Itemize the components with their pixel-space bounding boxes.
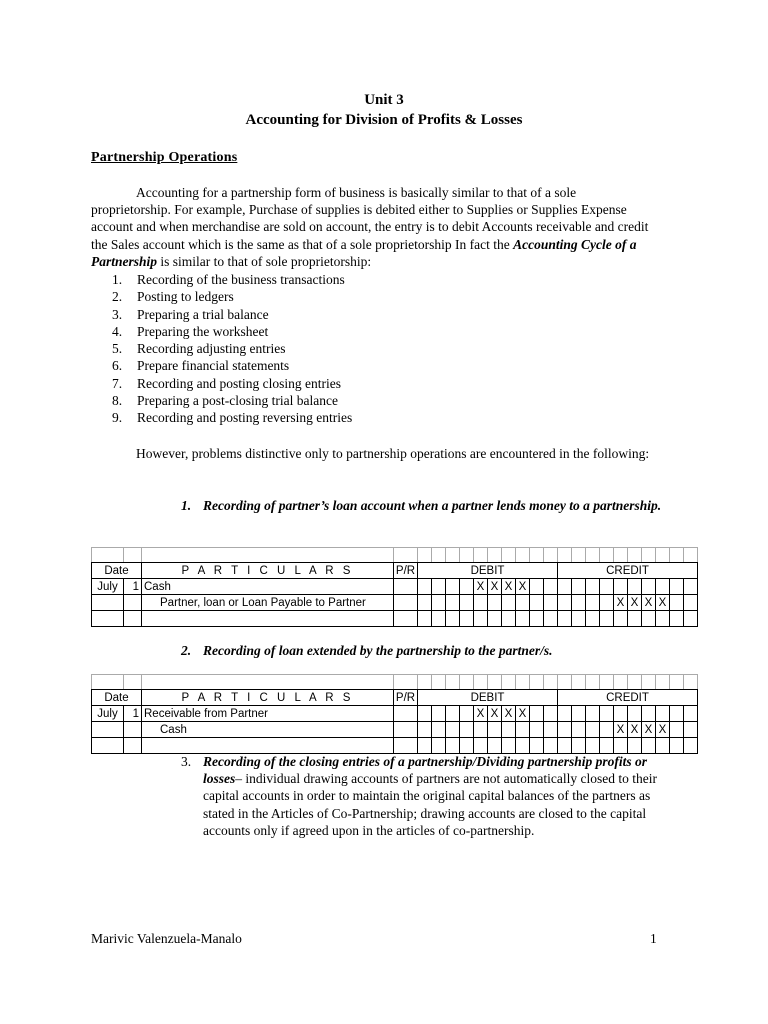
particulars-header: P A R T I C U L A R S xyxy=(142,690,394,706)
x-mark: X xyxy=(628,595,642,611)
item-2-heading: 2. Recording of loan extended by the partnership to the partner/s. xyxy=(181,643,553,658)
item-3-text: – individual drawing accounts of partners are not automatically closed to their capital accounts in order to maintain the original capital balances of the partners as stated in the Articles of Co-Partnership; drawing accounts are closed to the capital accounts only if agreed upon in the articles of co-partnership. xyxy=(203,771,658,838)
day-cell: 1 xyxy=(124,579,142,595)
table-row xyxy=(92,738,698,754)
accounting-cycle-list xyxy=(112,271,352,427)
credit-header: CREDIT xyxy=(558,690,698,706)
x-mark: X xyxy=(614,595,628,611)
date-header: Date xyxy=(92,563,142,579)
x-mark: X xyxy=(502,579,516,595)
unit-number: Unit 3 xyxy=(364,92,404,108)
x-mark: X xyxy=(642,595,656,611)
x-mark: X xyxy=(488,579,502,595)
section-title: Partnership Operations xyxy=(91,150,238,165)
however-paragraph xyxy=(91,445,651,462)
table-row xyxy=(92,595,698,611)
table-row xyxy=(92,579,698,595)
credit-account-cell: Partner, loan or Loan Payable to Partner xyxy=(142,595,394,611)
table-row xyxy=(92,706,698,722)
page-number: 1 xyxy=(650,931,657,946)
list-item: 3. Preparing a trial balance xyxy=(112,306,269,322)
day-cell: 1 xyxy=(124,706,142,722)
list-item: 7. Recording and posting closing entries xyxy=(112,375,341,391)
journal-table-1 xyxy=(91,547,698,627)
debit-account-cell: Cash xyxy=(142,579,394,595)
credit-account-cell: Cash xyxy=(142,722,394,738)
x-mark: X xyxy=(628,722,642,738)
item-3-paragraph xyxy=(181,753,673,839)
x-mark: X xyxy=(656,722,670,738)
list-item: 8. Preparing a post-closing trial balance xyxy=(112,393,338,409)
month-cell: July xyxy=(92,706,124,722)
list-item: 1. Recording of the business transactions xyxy=(112,272,345,287)
debit-header: DEBIT xyxy=(418,563,558,579)
table-row xyxy=(92,611,698,627)
table-header-row xyxy=(92,563,698,579)
x-mark: X xyxy=(614,722,628,738)
x-mark: X xyxy=(516,579,530,595)
credit-header: CREDIT xyxy=(558,563,698,579)
table-row xyxy=(92,722,698,738)
debit-account-cell: Receivable from Partner xyxy=(142,706,394,722)
particulars-header: P A R T I C U L A R S xyxy=(142,563,394,579)
x-mark: X xyxy=(474,706,488,722)
list-item: 5. Recording adjusting entries xyxy=(112,341,286,357)
debit-header: DEBIT xyxy=(418,690,558,706)
intro-text: Accounting for a partnership form of business is basically similar to that of a sole proprietorship. For example, Purchase of supplies is debited either to Supplies or Supplies Expense account and when merchandise are sold on account, the entry is to debit Accounts receivable and credit the Sales account which is the same as that of a sole proprietorship In fact the xyxy=(91,185,649,252)
x-mark: X xyxy=(656,595,670,611)
x-mark: X xyxy=(502,706,516,722)
list-item: 2. Posting to ledgers xyxy=(112,289,234,305)
page-title: Accounting for Division of Profits & Losses xyxy=(245,112,523,128)
however-text: However, problems distinctive only to partnership operations are encountered in the following: xyxy=(136,446,650,461)
list-item: 4. Preparing the worksheet xyxy=(112,323,269,339)
item-3-heading: Recording of the closing entries of a partnership/Dividing partnership profits or losses xyxy=(203,754,648,787)
pr-header: P/R xyxy=(394,563,418,579)
journal-table-2 xyxy=(91,674,698,754)
item-1-heading: 1. Recording of partner’s loan account when a partner lends money to a partnership. xyxy=(181,498,662,513)
table-header-row xyxy=(92,690,698,706)
intro-tail: is similar to that of sole proprietorship: xyxy=(157,253,372,269)
pr-header: P/R xyxy=(394,690,418,706)
footer-author: Marivic Valenzuela-Manalo xyxy=(91,931,242,946)
x-mark: X xyxy=(474,579,488,595)
list-item: 6. Prepare financial statements xyxy=(112,358,290,374)
month-cell: July xyxy=(92,579,124,595)
intro-bold-term: Accounting Cycle of a Partnership xyxy=(91,236,637,269)
x-mark: X xyxy=(488,706,502,722)
intro-paragraph xyxy=(91,184,651,270)
date-header: Date xyxy=(92,690,142,706)
item-3-number: 3. xyxy=(181,754,192,769)
x-mark: X xyxy=(642,722,656,738)
x-mark: X xyxy=(516,706,530,722)
list-item: 9. Recording and posting reversing entries xyxy=(112,410,353,426)
